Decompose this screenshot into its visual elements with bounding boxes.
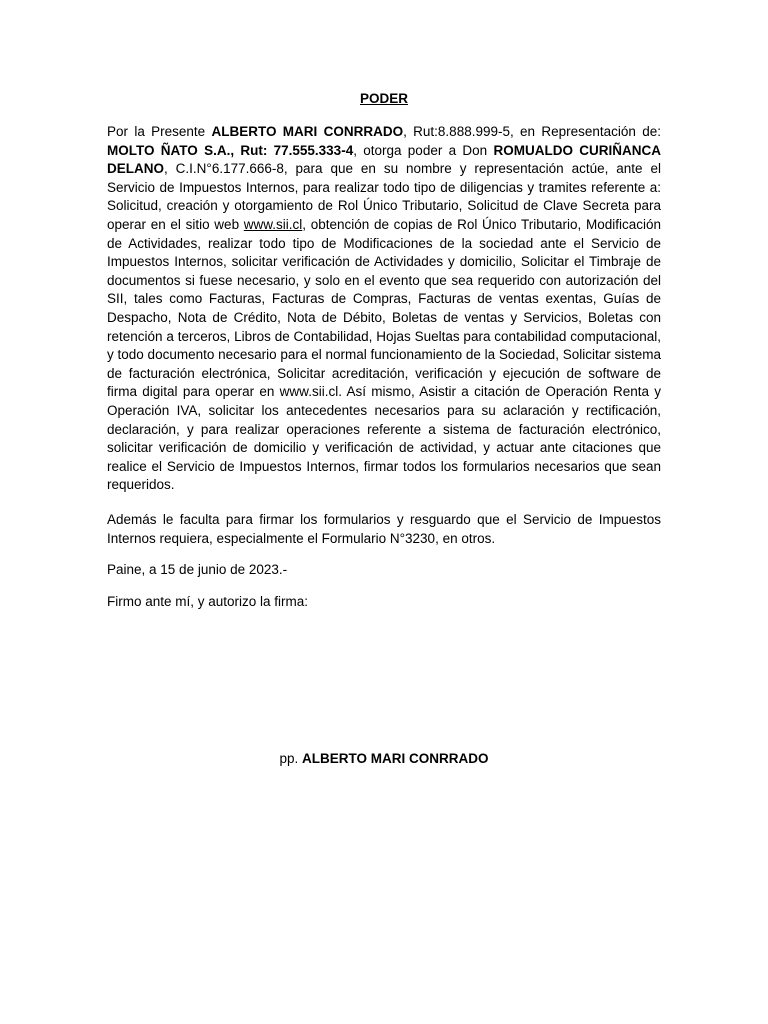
attorney-name: ROMUALDO CURIÑANCA DELANO [107,142,661,177]
text-segment: Por la Presente [107,124,212,139]
text-segment: , Rut:8.888.999-5, en Representación de: [403,124,662,139]
signatory-name: ALBERTO MARI CONRRADO [302,751,489,766]
signature-note: Firmo ante mí, y autorizo la firma: [107,594,309,609]
signature-line [0,751,768,766]
main-paragraph [107,123,661,495]
company-name: MOLTO ÑATO S.A., Rut: 77.555.333-4 [107,142,354,158]
signature-prefix: pp. [279,751,303,766]
text-segment: , obtención de copias de Rol Único Tributario, Modificación de Actividades, realizar todo tipo de Modificaciones de la sociedad ante el Servicio de Impuestos Internos, solicitar verificación de Actividades y domicilio, Solicitar el Timbraje de documentos si fuese necesario, y solo en el evento que sea requerido con autorización del SII, tales como Facturas, Facturas de Compras, Facturas de ventas exentas, Guías de Despacho, Nota de Crédito, Nota de Débito, Boletas de ventas y Servicios, Boletas con retención a terceros, Libros de Contabilidad, Hojas Sueltas para contabilidad computacional, y todo documento necesario para el normal funcionamiento de la Sociedad, Solicitar sistema de facturación electrónica, Solicitar acreditación, verificación y ejecución de software de firma digital para operar en www.sii.cl. Así mismo, Asistir a citación de Operación Renta y Operación IVA, solicitar los antecedentes necesarios para su aclaración y rectificación, declaración, y para realizar operaciones referente a sistema de facturación electrónico, solicitar verificación de domicilio y verificación de actividad, y actuar ante citaciones que realice el Servicio de Impuestos Internos, firmar todos los formularios necesarios que sean requeridos. [107,216,661,493]
text-segment: , otorga poder a Don [353,142,494,158]
document-title: PODER [359,91,408,106]
grantor-name: ALBERTO MARI CONRRADO [211,124,404,139]
faculty-paragraph: Además le faculta para firmar los formularios y resguardo que el Servicio de Impuestos Internos requiera, especialmente el Formulario N°3230, en otros. [107,512,661,546]
website-link[interactable]: www.sii.cl [243,216,303,232]
date-line: Paine, a 15 de junio de 2023.- [107,562,288,577]
text-segment: , C.I.N°6.177.666-8, para que en su nombre y representación actúe, ante el Servicio de Impuestos Internos, para realizar todo tipo de diligencias y tramites referente a: Solicitud, creación y otorgamiento de Rol Único Tributario, Solicitud de Clave Secreta para operar en el sitio web [107,161,661,232]
